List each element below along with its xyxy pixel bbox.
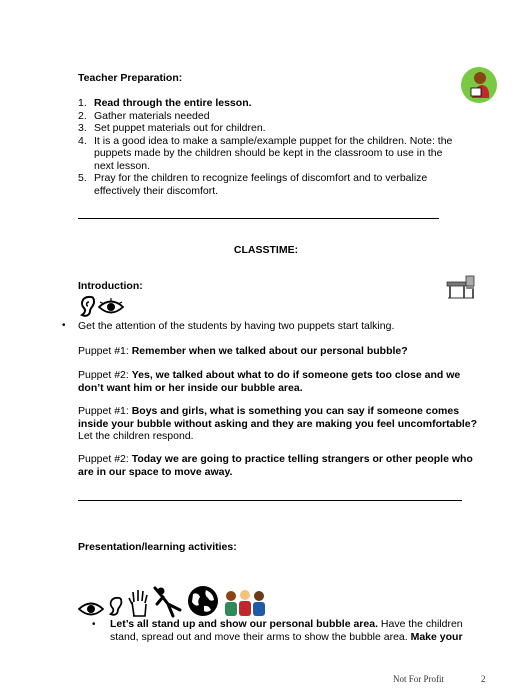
bullet: • (92, 619, 96, 630)
list-item: 2. Gather materials needed (78, 109, 210, 122)
puppet-exchange (78, 405, 483, 443)
presentation-heading: Presentation/learning activities: (78, 541, 237, 553)
list-item: 5. Pray for the children to recognize feelings of discomfort and to verbalize effectively their discomfort. (78, 172, 428, 197)
speaker: Puppet #2: (78, 453, 129, 465)
introduction-heading: Introduction: (78, 280, 143, 292)
puppet-exchange (78, 369, 483, 394)
eye-icon (78, 600, 104, 618)
teacher-reading-icon (460, 66, 498, 104)
puppet-line: Yes, we talked about what to do if someone gets too close and we don’t want him or her inside our bubble area. (78, 369, 461, 394)
divider (78, 218, 439, 219)
puppet-exchange (78, 453, 483, 478)
ear-icon (78, 294, 98, 318)
globe-icon (186, 584, 220, 618)
footer-note: Not For Profit (393, 674, 445, 684)
puppet-line: Boys and girls, what is something you can say if someone comes inside your bubble without asking and they are making you feel uncomfortable? (78, 405, 478, 430)
eye-icon (98, 298, 124, 316)
teacher-prep-list (78, 97, 458, 197)
desk-icon (444, 272, 476, 300)
speaker: Puppet #1: (78, 405, 129, 417)
list-item: 4. It is a good idea to make a sample/example puppet for the children. Note: the puppets made by the children should be kept in the classroom to use in the next lesson. (78, 134, 453, 172)
ear-icon (107, 594, 125, 618)
page-number: 2 (481, 674, 486, 684)
puppet-line: Today we are going to practice telling strangers or other people who are in our space to move away. (78, 453, 473, 478)
hand-icon (128, 588, 150, 618)
classtime-heading: CLASSTIME: (233, 244, 299, 256)
teacher-prep-heading: Teacher Preparation: (78, 72, 183, 84)
divider (78, 500, 462, 501)
presentation-activity-text: Let’s all stand up and show our personal bubble area. Have the children stand, spread out and move their arms to show the bubble area. Make your (110, 618, 463, 643)
activity-icons (78, 574, 267, 618)
speaker: Puppet #1: (78, 345, 129, 357)
bullet: • (62, 320, 66, 331)
list-item: 3. Set puppet materials out for children. (78, 122, 266, 134)
speaker: Puppet #2: (78, 369, 129, 381)
instruction: Let the children respond. (78, 430, 194, 442)
puppet-exchange (78, 345, 483, 358)
puppet-line: Remember when we talked about our personal bubble? (131, 345, 408, 357)
intro-bullet-text: Get the attention of the students by having two puppets start talking. (78, 320, 395, 332)
children-icon (223, 588, 267, 618)
stretch-figure-icon (153, 586, 183, 618)
list-item: 1. Read through the entire lesson. (78, 97, 252, 109)
